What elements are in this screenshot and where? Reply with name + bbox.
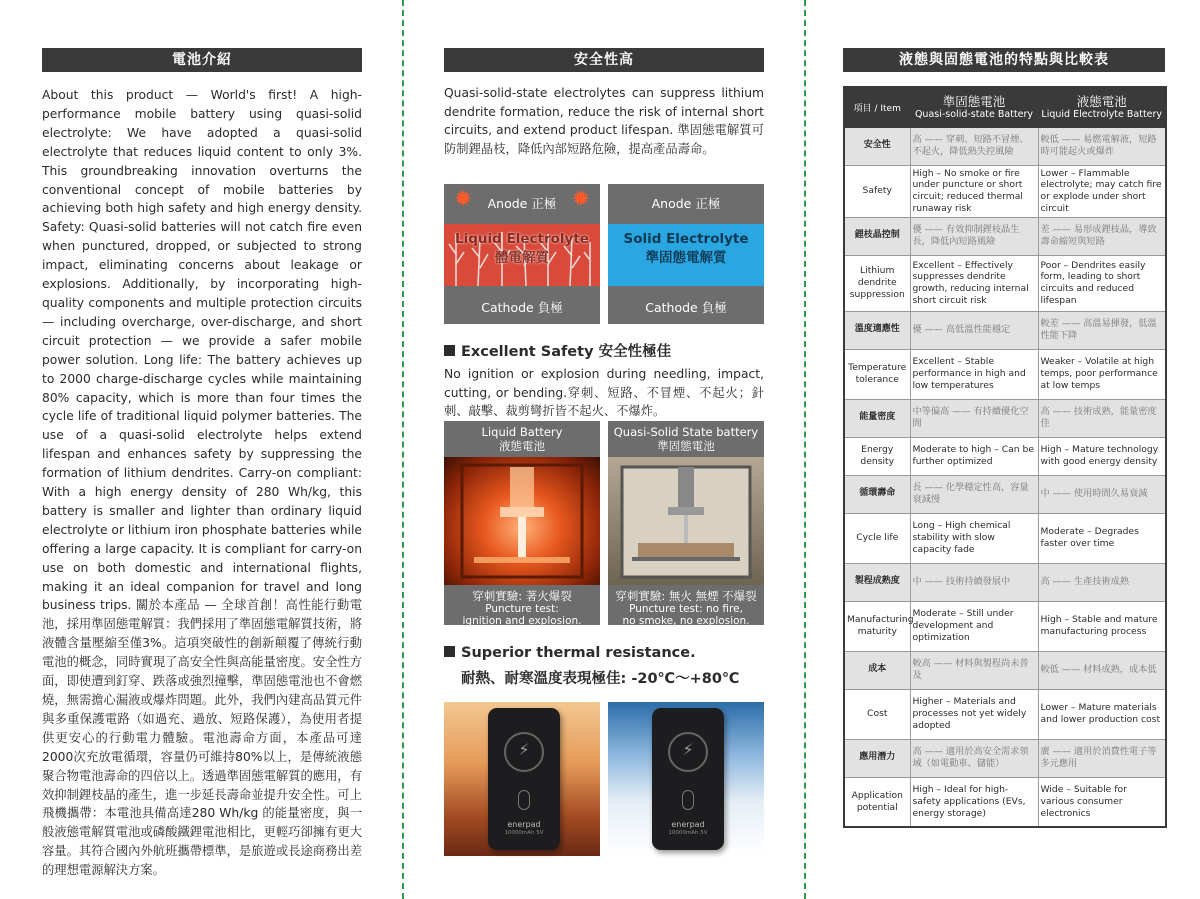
table-row bbox=[844, 513, 1166, 563]
explosion-icon: ✹ bbox=[571, 187, 590, 212]
quasi-solid-cell: High – No smoke or fire under puncture or short circuit; reduced thermal runaway risk bbox=[910, 165, 1038, 217]
electrolyte-diagrams bbox=[444, 184, 764, 324]
photo-title-en: Liquid Battery bbox=[481, 425, 563, 439]
row-label: Manufacturing maturity bbox=[844, 601, 910, 651]
column-header-quasi-solid: 準固態電池 Quasi-solid-state Battery bbox=[910, 87, 1038, 127]
liquid-cell: Moderate – Degrades faster over time bbox=[1038, 513, 1166, 563]
table-row bbox=[844, 563, 1166, 601]
table-row bbox=[844, 399, 1166, 437]
product-spec: 10000mAh 5V bbox=[668, 830, 708, 836]
row-label: 能量密度 bbox=[844, 399, 910, 437]
lightning-icon: ⚡ bbox=[518, 740, 530, 759]
row-label: Cost bbox=[844, 689, 910, 739]
table-row bbox=[844, 217, 1166, 255]
row-label: 應用潛力 bbox=[844, 739, 910, 777]
anode-label: Anode 正極 bbox=[487, 196, 557, 211]
quasi-solid-cell: 高 —— 適用於高安全需求領域（如電動車、儲能） bbox=[910, 739, 1038, 777]
puncture-test-photos bbox=[444, 421, 764, 625]
safety-column bbox=[444, 48, 764, 856]
electrolyte-layer bbox=[444, 224, 600, 286]
liquid-cell: 中 —— 使用時間久易衰減 bbox=[1038, 475, 1166, 513]
electrolyte-label-en: Solid Electrolyte bbox=[623, 231, 749, 247]
quasi-solid-cell: Excellent – Effectively suppresses dendrite growth, reducing internal short circuit risk bbox=[910, 255, 1038, 311]
table-row bbox=[844, 651, 1166, 689]
safety-intro-text: Quasi-solid-state electrolytes can suppress lithium dendrite formation, reduce the risk of internal short circuits, and extend product lifespan. 準固態電解質可防制鋰晶枝，降低內部短路危險，提高產品壽命。 bbox=[444, 86, 764, 156]
quasi-solid-cell: 高 —— 穿刺、短路不冒煙、不起火，降低熱失控風險 bbox=[910, 127, 1038, 165]
row-label: Safety bbox=[844, 165, 910, 217]
liquid-cell: 較差 —— 高溫易揮發，低溫性能下降 bbox=[1038, 311, 1166, 349]
quasi-solid-cell: 中等偏高 —— 有持續優化空間 bbox=[910, 399, 1038, 437]
row-label: Energy density bbox=[844, 437, 910, 475]
quasi-solid-cell: 優 —— 有效抑制鋰枝晶生長，降低內短路風險 bbox=[910, 217, 1038, 255]
liquid-cell: 差 —— 易形成鋰枝晶，導致壽命縮短與短路 bbox=[1038, 217, 1166, 255]
table-row bbox=[844, 349, 1166, 399]
photo-title-en: Quasi-Solid State battery bbox=[613, 425, 759, 439]
test-result-en: Puncture test: bbox=[485, 602, 559, 615]
product-spec: 10000mAh 5V bbox=[504, 830, 544, 836]
power-bank bbox=[652, 708, 724, 850]
thermal-range-text: 耐熱、耐寒溫度表現極佳: -20℃～+80℃ bbox=[461, 671, 740, 687]
product-brand: enerpad bbox=[671, 820, 705, 829]
thermal-subheading: Superior thermal resistance. bbox=[444, 645, 764, 661]
quasi-solid-cell: Moderate – Still under development and optimization bbox=[910, 601, 1038, 651]
test-result-en: ignition and explosion. bbox=[462, 615, 582, 627]
liquid-cell: 高 —— 生產技術成熟 bbox=[1038, 563, 1166, 601]
quasi-solid-cell: Higher – Materials and processes not yet widely adopted bbox=[910, 689, 1038, 739]
test-result-en: no smoke, no explosion. bbox=[622, 615, 750, 627]
lightning-icon: ⚡ bbox=[682, 740, 694, 759]
electrolyte-label-zh: 準固態電解質 bbox=[645, 250, 727, 266]
table-row bbox=[844, 739, 1166, 777]
test-result-zh: 穿刺實驗: 無火 無煙 不爆裂 bbox=[615, 589, 757, 603]
row-label: Lithium dendrite suppression bbox=[844, 255, 910, 311]
battery-intro-header: 電池介紹 bbox=[42, 48, 362, 72]
column-header-liquid: 液態電池 Liquid Electrolyte Battery bbox=[1038, 87, 1166, 127]
row-label: 循環壽命 bbox=[844, 475, 910, 513]
row-label: 製程成熟度 bbox=[844, 563, 910, 601]
table-row bbox=[844, 437, 1166, 475]
quasi-solid-cell: Long – High chemical stability with slow capacity fade bbox=[910, 513, 1038, 563]
product-photos bbox=[444, 702, 764, 856]
safety-subheading: Excellent Safety 安全性極佳 bbox=[444, 340, 764, 361]
liquid-cell: Lower – Flammable electrolyte; may catch fire or explode under short circuit bbox=[1038, 165, 1166, 217]
liquid-cell: Weaker – Volatile at high temps, poor performance at low temps bbox=[1038, 349, 1166, 399]
liquid-electrolyte-diagram bbox=[444, 184, 600, 324]
table-row bbox=[844, 601, 1166, 651]
liquid-battery-test bbox=[444, 421, 600, 625]
explosion-icon: ✹ bbox=[454, 187, 473, 212]
photo-title-zh: 液態電池 bbox=[499, 439, 545, 453]
table-header-row bbox=[844, 87, 1166, 127]
row-label: 溫度適應性 bbox=[844, 311, 910, 349]
photo-title-zh: 準固態電池 bbox=[657, 439, 715, 453]
liquid-cell: Lower – Mature materials and lower production cost bbox=[1038, 689, 1166, 739]
fold-line-left bbox=[402, 0, 404, 899]
square-bullet-icon bbox=[444, 646, 455, 657]
liquid-cell: 較低 —— 材料成熟，成本低 bbox=[1038, 651, 1166, 689]
safety-subtext: No ignition or explosion during needling, impact, cutting, or bending.穿刺、短路、不冒煙、不起火；針刺、敲擊、裁剪彎折皆不起火、不爆炸。 bbox=[444, 367, 764, 418]
row-label: 成本 bbox=[844, 651, 910, 689]
quasi-solid-cell: 中 —— 技術持續發展中 bbox=[910, 563, 1038, 601]
table-row bbox=[844, 255, 1166, 311]
comparison-column bbox=[843, 48, 1165, 828]
cathode-label: Cathode 負極 bbox=[608, 286, 764, 324]
liquid-cell: Wide – Suitable for various consumer electronics bbox=[1038, 777, 1166, 827]
cathode-label: Cathode 負極 bbox=[444, 286, 600, 324]
liquid-cell: High – Stable and mature manufacturing process bbox=[1038, 601, 1166, 651]
liquid-cell: High – Mature technology with good energy density bbox=[1038, 437, 1166, 475]
quasi-solid-cell: 長 —— 化學穩定性高，容量衰減慢 bbox=[910, 475, 1038, 513]
solid-electrolyte-diagram bbox=[608, 184, 764, 324]
table-row bbox=[844, 475, 1166, 513]
liquid-cell: 高 —— 技術成熟，能量密度佳 bbox=[1038, 399, 1166, 437]
snow-product-photo bbox=[608, 702, 764, 856]
electrolyte-layer bbox=[608, 224, 764, 286]
table-row bbox=[844, 689, 1166, 739]
comparison-table bbox=[843, 86, 1167, 828]
battery-intro-text: About this product — World's first! A high-performance mobile battery using quasi-solid electrolyte: We have adopted a quasi-solid electrolyte that reduces liquid content to only 3%. This groundbreaking innovation overturns the conventional concept of mobile batteries by achieving both high safety and high energy density. Safety: Quasi-solid batteries will not catch fire even when punctured, dropped, or subjected to strong impact, eliminating concerns about leakage or explosions. Additionally, by incorporating high-quality components and multiple protection circuits — including overcharge, over-discharge, and short circuit protection — we provide a safer mobile power solution. Long life: The battery achieves up to 2000 charge-discharge cycles while maintaining 80% capacity, which is more than four times the cycle life of traditional liquid polymer batteries. The use of a quasi-solid electrolyte helps extend lifespan and enhances safety by suppressing the formation of lithium dendrites. Carry-on compliant: With a high energy density of 280 Wh/kg, this battery is smaller and lighter than ordinary liquid electrolyte or lithium iron phosphate batteries while offering a large capacity. It is compliant for carry-on use on both domestic and international flights, making it an ideal companion for travel and long business trips. 關於本產品 — 全球首創！高性能行動電池，採用準固態電解質：我們採用了準固態電解質技術，將液體含量壓縮至僅3%。這項突破性的創新顛覆了傳統行動電池的概念，同時實現了高安全性與高能量密度。安全性方面，即使遭到釘穿、跌落或強烈撞擊，準固態電池也不會燃燒，無需擔心漏液或爆炸問題。此外，我們內建高品質元件與多重保護電路（如過充、過放、短路保護），為使用者提供更安心的行動電力體驗。電池壽命方面，本產品可達2000次充放電循環，容量仍可維持80%以上，是傳統液態聚合物電池壽命的四倍以上。透過準固態電解質的應用，有效抑制鋰枝晶的產生，進一步延長壽命並提升安全性。可上飛機攜帶：本電池具備高達280 Wh/kg 的能量密度，與一般液態電解質電池或磷酸鐵鋰電池相比，更輕巧卻擁有更大容量。其符合國內外航班攜帶標準，是旅遊或長途商務出差的理想電源解決方案。 bbox=[42, 88, 363, 878]
desert-product-photo bbox=[444, 702, 600, 856]
table-row bbox=[844, 165, 1166, 217]
electrolyte-label-en: Liquid Electrolyte bbox=[455, 231, 589, 247]
fold-line-right bbox=[804, 0, 806, 899]
fire-test-image bbox=[444, 457, 600, 585]
solid-battery-test bbox=[608, 421, 764, 625]
row-label: 安全性 bbox=[844, 127, 910, 165]
column-header-item: 項目 / Item bbox=[844, 87, 910, 127]
quasi-solid-cell: 優 —— 高低溫性能穩定 bbox=[910, 311, 1038, 349]
row-label: Cycle life bbox=[844, 513, 910, 563]
no-fire-test-image bbox=[608, 457, 764, 585]
row-label: Application potential bbox=[844, 777, 910, 827]
test-result-en: Puncture test: no fire, bbox=[629, 602, 743, 615]
liquid-cell: Poor – Dendrites easily form, leading to short circuits and reduced lifespan bbox=[1038, 255, 1166, 311]
battery-intro-column bbox=[42, 48, 363, 878]
comparison-header: 液態與固態電池的特點與比較表 bbox=[843, 48, 1165, 72]
liquid-cell: 較低 —— 易燃電解液，短路時可能起火或爆炸 bbox=[1038, 127, 1166, 165]
quasi-solid-cell: Moderate to high – Can be further optimized bbox=[910, 437, 1038, 475]
table-row bbox=[844, 777, 1166, 827]
product-brand: enerpad bbox=[507, 820, 541, 829]
liquid-cell: 廣 —— 適用於消費性電子等多元應用 bbox=[1038, 739, 1166, 777]
square-bullet-icon bbox=[444, 345, 455, 356]
quasi-solid-cell: High – Ideal for high-safety applications (EVs, energy storage) bbox=[910, 777, 1038, 827]
safety-header: 安全性高 bbox=[444, 48, 764, 72]
table-row bbox=[844, 311, 1166, 349]
row-label: Temperature tolerance bbox=[844, 349, 910, 399]
quasi-solid-cell: Excellent – Stable performance in high and low temperatures bbox=[910, 349, 1038, 399]
power-bank bbox=[488, 708, 560, 850]
table-row bbox=[844, 127, 1166, 165]
row-label: 鋰枝晶控制 bbox=[844, 217, 910, 255]
quasi-solid-cell: 較高 —— 材料與製程尚未普及 bbox=[910, 651, 1038, 689]
test-result-zh: 穿刺實驗: 著火爆裂 bbox=[472, 589, 572, 603]
anode-label: Anode 正極 bbox=[608, 184, 764, 224]
electrolyte-label-zh: 體電解質 bbox=[495, 250, 549, 266]
